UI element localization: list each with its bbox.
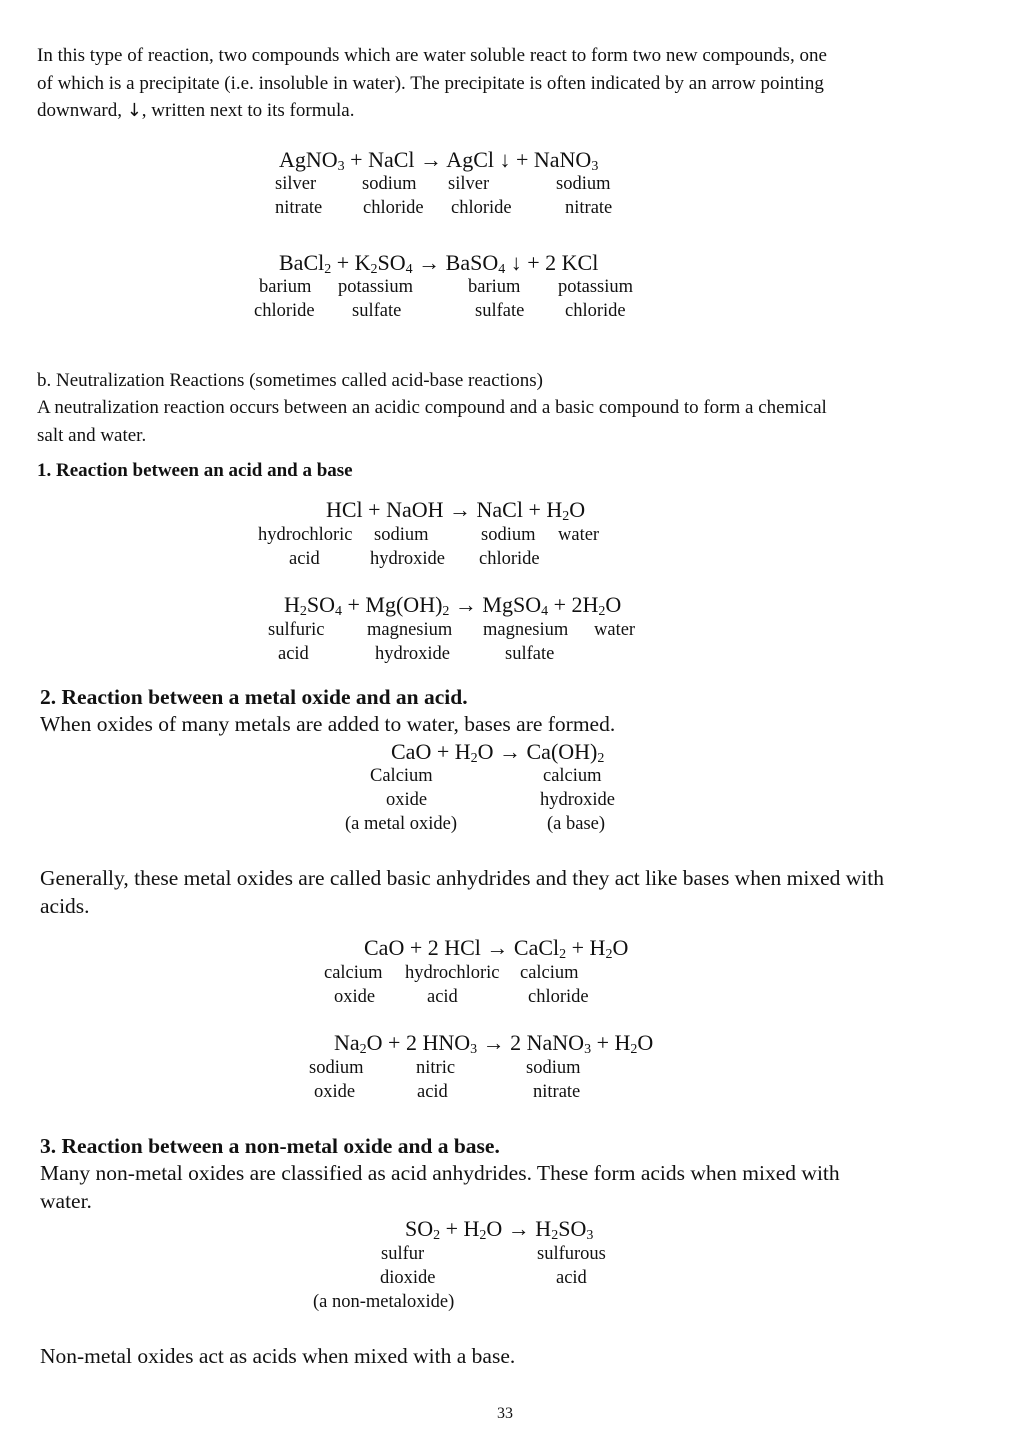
label-silver-1: silver	[275, 174, 317, 194]
page-number: 33	[497, 1405, 513, 1422]
label-chloride-3: chloride	[254, 301, 315, 321]
label-acid-3: acid	[427, 987, 458, 1007]
label-calcium-2: calcium	[543, 766, 602, 786]
label-nitrate-3: nitrate	[533, 1082, 581, 1102]
label-oxide-2: oxide	[334, 987, 376, 1007]
label-sodium-4: sodium	[481, 525, 536, 545]
equation-cao-h2o: CaO + $H_2O \to Ca(OH)_2$	[391, 739, 605, 766]
label-potassium-1: potassium	[338, 277, 414, 297]
label-acid-2: acid	[278, 644, 309, 664]
label-magnesium-1: magnesium	[367, 620, 453, 640]
subheading-non-metal-oxide: 3. Reaction between a non-metal oxide and a base.	[40, 1134, 500, 1158]
label-acid-1: acid	[289, 549, 320, 569]
subheading-acid-base: 1. Reaction between an acid and a base	[37, 460, 353, 481]
intro-line-1: In this type of reaction, two compounds which are water soluble react to form two new compounds, one	[37, 45, 827, 66]
label-calcium-1: Calcium	[370, 766, 433, 786]
label-sulfate-2: sulfate	[475, 301, 525, 321]
label-sodium-2: sodium	[556, 174, 611, 194]
label-barium-1: barium	[259, 277, 312, 297]
label-chloride-1: chloride	[363, 198, 424, 218]
label-acid-5: acid	[556, 1268, 587, 1288]
label-water-1: water	[558, 525, 600, 545]
neutralization-heading: b. Neutralization Reactions (sometimes called acid-base reactions)	[37, 370, 543, 391]
label-sulfuric: sulfuric	[268, 620, 325, 640]
label-chloride-4: chloride	[565, 301, 626, 321]
label-potassium-2: potassium	[558, 277, 634, 297]
label-barium-2: barium	[468, 277, 521, 297]
intro-line-3-post: , written next to its formula.	[141, 100, 355, 121]
closing-text: Non-metal oxides act as acids when mixed with a base.	[40, 1344, 516, 1368]
equation-hcl-naoh: HCl + NaOH → NaCl + $H_2O$	[326, 497, 586, 524]
label-oxide-3: oxide	[314, 1082, 356, 1102]
label-sulfate-3: sulfate	[505, 644, 555, 664]
label-sulfate-1: sulfate	[352, 301, 402, 321]
label-acid-4: acid	[417, 1082, 448, 1102]
precipitation-intro	[37, 42, 977, 125]
label-magnesium-2: magnesium	[483, 620, 569, 640]
subheading-metal-oxide: 2. Reaction between a metal oxide and an acid.	[40, 685, 468, 709]
label-a-base: (a base)	[547, 814, 606, 834]
label-hydrochloric-2: hydrochloric	[405, 963, 500, 983]
label-calcium-3: calcium	[324, 963, 383, 983]
equation-h2so4: $H_2SO_4 + Mg(OH)_2$ → MgSO$_4$ + $2H_2O$	[284, 592, 622, 619]
neutralization-intro: A neutralization reaction occurs between an acidic compound and a basic compound to form a chemical salt and water.	[37, 397, 827, 446]
equation-bacl2: BaCl$_2$ + $K_2SO_4$ → BaSO$_4$ ↓ + 2 KCl	[279, 250, 599, 277]
non-metal-oxide-text: Many non-metal oxides are classified as acid anhydrides. These form acids when mixed with water.	[40, 1161, 840, 1213]
equation-so2-h2o: $SO_2 + H_2O \to H_2SO_3$	[405, 1216, 594, 1243]
label-calcium-4: calcium	[520, 963, 579, 983]
label-a-non-metal-oxide: (a non-metaloxide)	[313, 1292, 455, 1312]
label-chloride-6: chloride	[528, 987, 589, 1007]
label-oxide-1: oxide	[386, 790, 428, 810]
equation-cao-hcl: CaO + 2 HCl → CaCl$_2$ + $H_2O$	[364, 935, 629, 962]
label-hydroxide-3: hydroxide	[540, 790, 616, 810]
label-silver-2: silver	[448, 174, 490, 194]
label-hydroxide-1: hydroxide	[370, 549, 446, 569]
label-water-2: water	[594, 620, 636, 640]
label-sodium-5: sodium	[309, 1058, 364, 1078]
intro-line-3-pre: downward,	[37, 100, 122, 121]
basic-anhydrides-text: Generally, these metal oxides are called basic anhydrides and they act like bases when mixed with acids.	[40, 866, 884, 918]
label-chloride-2: chloride	[451, 198, 512, 218]
label-sulfur: sulfur	[381, 1244, 425, 1264]
label-sodium-1: sodium	[362, 174, 417, 194]
metal-oxide-text: When oxides of many metals are added to water, bases are formed.	[40, 712, 616, 736]
label-sulfurous: sulfurous	[537, 1244, 606, 1264]
label-chloride-5: chloride	[479, 549, 540, 569]
intro-line-2: of which is a precipitate (i.e. insoluble in water). The precipitate is often indicated by an arrow pointing	[37, 72, 824, 94]
label-nitrate-2: nitrate	[565, 198, 613, 218]
label-nitric: nitric	[416, 1058, 456, 1078]
label-a-metal-oxide: (a metal oxide)	[345, 814, 457, 834]
label-sodium-6: sodium	[526, 1058, 581, 1078]
down-arrow-icon: ↓	[126, 100, 142, 121]
label-nitrate-1: nitrate	[275, 198, 323, 218]
label-sodium-3: sodium	[374, 525, 429, 545]
label-dioxide: dioxide	[380, 1268, 436, 1288]
equation-agno3: AgNO$_3$ + NaCl → AgCl ↓ + NaNO$_3$	[279, 147, 599, 174]
label-hydroxide-2: hydroxide	[375, 644, 451, 664]
label-hydrochloric: hydrochloric	[258, 525, 353, 545]
equation-na2o-hno3: $Na_2O + 2$ $HNO_3 \to 2$ NaNO$_3$ + $H_2O$	[334, 1030, 654, 1057]
